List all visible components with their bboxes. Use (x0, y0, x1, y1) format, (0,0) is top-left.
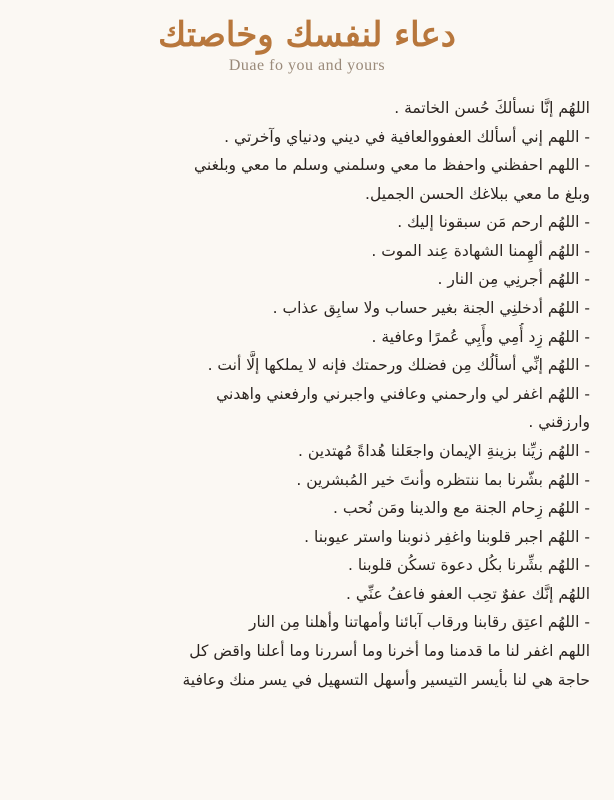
prayer-line: - اللهُم زِحام الجنة مع والدينا ومَن نُحب . (332, 499, 590, 518)
prayer-line: - اللهُم بشِّرنا بكُل دعوة تسكُن قلوبنا . (347, 556, 590, 575)
prayer-line: اللهم اغفر لنا ما قدمنا وما أخرنا وما أسررنا وما أعلنا واقض كل (189, 641, 590, 660)
prayer-line: - اللهُم زِد أُمِي وأَبِي عُمرًا وعافية . (371, 327, 590, 346)
prayer-line: - اللهُم ارحم مَن سبقونا إليك . (397, 213, 590, 232)
prayer-line: وبلغ ما معي ببلاغك الحسن الجميل. (365, 184, 590, 203)
prayer-line: اللهُم إنَّا نسألكَ حُسن الخاتمة . (394, 99, 590, 117)
prayer-line: - اللهم إني أسألك العفووالعافية في ديني ودنياي وآخرتي . (224, 127, 590, 146)
page-title: دعاء لنفسك وخاصتك (158, 15, 456, 55)
prayer-line: - اللهُم اغفر لي وارحمني وعافني واجبرني وارفعني واهدني (216, 384, 590, 403)
prayer-line: حاجة هي لنا بأيسر التيسير وأسهل التسهيل في يسر منك وعافية (182, 670, 590, 689)
prayer-line: - اللهُم أجرنِي مِن النار . (437, 270, 590, 289)
prayer-line: وارزقني . (528, 413, 590, 432)
prayer-line: - اللهم احفظني واحفظ ما معي وسلمني وسلم ما معي وبلغني (194, 156, 590, 175)
prayer-line: - اللهُم ألهِمنا الشهادة عِند الموت . (371, 241, 590, 260)
prayer-line: - اللهُم اعتِق رقابنا ورقاب آبائنا وأمهاتنا وأهلنا مِن النار (249, 613, 590, 632)
page-subtitle: Duae fo you and yours (228, 57, 386, 74)
prayer-line: اللهُم إنَّك عفوٌ تحِب العفو فاعفُ عنِّي . (346, 584, 590, 603)
prayer-line: - اللهُم اجبر قلوبنا واغفِر ذنوبنا واستر عيوبنا . (304, 527, 590, 546)
prayer-line: - اللهُم زيِّنا بزينةِ الإيمان واجعَلنا هُداةً مُهتدين . (298, 441, 590, 460)
prayer-line: - اللهُم بشّرنا بما ننتظره وأنتَ خير المُبشرين . (296, 470, 590, 489)
prayer-line: - اللهُم إنِّي أسألُك مِن فضلك ورحمتك فإنه لا يملكها إلَّا أنت . (207, 356, 590, 375)
prayer-line: - اللهُم أدخلنِي الجنة بغير حساب ولا سابِق عذاب . (272, 299, 590, 318)
prayer-list (14, 94, 590, 694)
